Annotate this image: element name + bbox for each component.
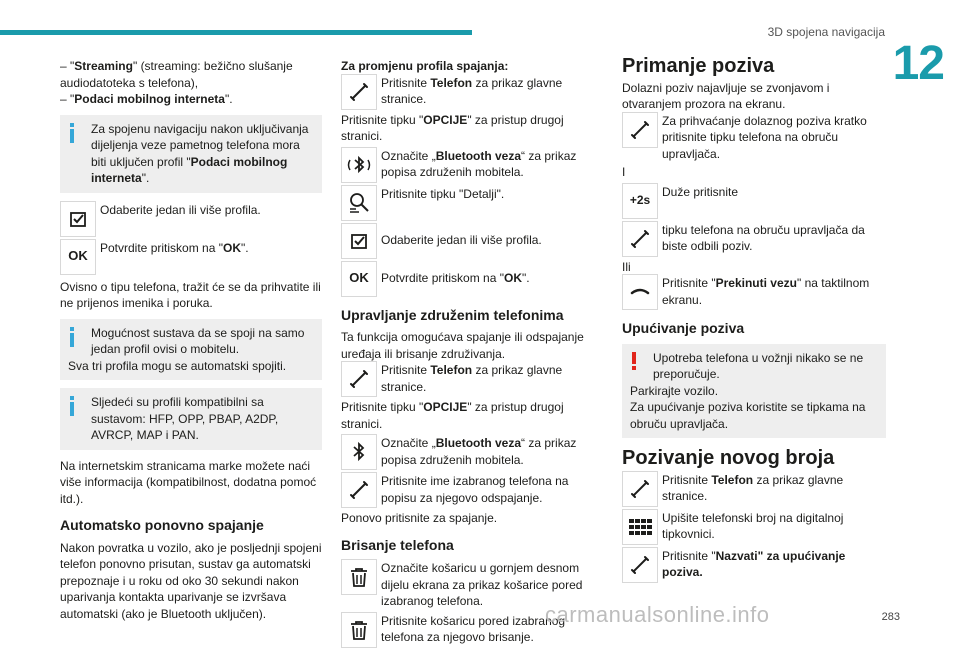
para-options-2: Pritisnite tipku "OPCIJE" za pristup drugoj stranici. bbox=[341, 400, 564, 431]
info-box-compatible-profiles: Sljedeći su profili kompatibilni sa sustavom: HFP, OPP, PBAP, A2DP, AVRCP, MAP i PAN. bbox=[60, 388, 322, 450]
step-press-telefon: Pritisnite Telefon za prikaz glavne stranice. bbox=[341, 74, 587, 110]
header-accent-bar bbox=[0, 30, 472, 35]
phone-handset-icon bbox=[622, 221, 658, 257]
column-left bbox=[60, 58, 322, 622]
checkbox-list-icon bbox=[341, 223, 377, 259]
step-press-telefon-3: Pritisnite Telefon za prikaz glavne stranice. bbox=[622, 471, 886, 507]
info-box-one-profile: Mogućnost sustava da se spoji na samo jedan profil ovisi o mobitelu. Sva tri profila mogu se automatski spojiti. bbox=[60, 319, 322, 381]
magnifier-details-icon bbox=[341, 185, 377, 221]
step-long-press: +2s Duže pritisnite bbox=[622, 183, 886, 219]
or-separator-2: Ili bbox=[622, 259, 631, 274]
info-icon bbox=[68, 327, 76, 347]
heading-make-call: Upućivanje poziva bbox=[622, 320, 745, 336]
page-number: 283 bbox=[881, 611, 900, 623]
ok-button-icon: OK bbox=[341, 261, 377, 297]
phone-handset-icon bbox=[622, 112, 658, 148]
step-hang-up: Pritisnite "Prekinuti vezu" na taktilnom ekranu. bbox=[622, 274, 886, 310]
ok-button-icon: OK bbox=[60, 239, 96, 275]
heading-change-profile: Za promjenu profila spajanja: bbox=[341, 59, 509, 73]
step-press-phone-name: Pritisnite ime izabranog telefona na popisu za njegovo odspajanje. bbox=[341, 472, 587, 508]
para-website-info: Na internetskim stranicama marke možete naći više informacija (kompatibilnost, dodatna pomoć itd.). bbox=[60, 458, 317, 506]
step-select-profiles: Odaberite jedan ili više profila. bbox=[60, 201, 322, 237]
or-separator: I bbox=[622, 165, 626, 179]
heading-dial-new-number: Pozivanje novog broja bbox=[622, 447, 835, 469]
section-title: 3D spojena navigacija bbox=[767, 25, 885, 39]
chapter-number: 12 bbox=[892, 37, 944, 90]
step-press-telefon-2: Pritisnite Telefon za prikaz glavne stranice. bbox=[341, 361, 587, 397]
step-select-profiles-2: Odaberite jedan ili više profila. bbox=[341, 223, 587, 259]
info-box-data-profile: Za spojenu navigaciju nakon uključivanja dijeljenja veze pametnog telefona mora biti uključen profil "Podaci mobilnog interneta". bbox=[60, 115, 322, 193]
para-options: Pritisnite tipku "OPCIJE" za pristup drugoj stranici. bbox=[341, 112, 564, 143]
heading-receive-call: Primanje poziva bbox=[622, 55, 775, 77]
phone-handset-icon bbox=[341, 361, 377, 397]
para-incoming-call: Dolazni poziv najavljuje se zvonjavom i otvaranjem prozora na ekranu. bbox=[622, 80, 830, 111]
watermark: carmanualsonline.info bbox=[545, 602, 770, 627]
step-confirm-ok-2: OK Potvrdite pritiskom na "OK". bbox=[341, 261, 587, 297]
step-bluetooth-connection-2: Označite „Bluetooth veza“ za prikaz popisa združenih mobitela. bbox=[341, 434, 587, 470]
bluetooth-icon bbox=[341, 434, 377, 470]
heading-auto-reconnect: Automatsko ponovno spajanje bbox=[60, 517, 264, 533]
para-reconnect: Ponovo pritisnite za spajanje. bbox=[341, 511, 498, 525]
step-enter-number: Upišite telefonski broj na digitalnoj tipkovnici. bbox=[622, 509, 886, 545]
step-details: Pritisnite tipku "Detalji". bbox=[341, 185, 587, 221]
phone-handset-icon bbox=[341, 74, 377, 110]
heading-delete-phone: Brisanje telefona bbox=[341, 536, 454, 553]
step-confirm-ok: OK Potvrdite pritiskom na "OK". bbox=[60, 239, 322, 275]
para-manage-paired: Ta funkcija omogućava spajanje ili odspajanje uređaja ili brisanje združivanja. bbox=[341, 330, 584, 361]
warning-box-phone-use: Upotreba telefona u vožnji nikako se ne preporučuje. Parkirajte vozilo. Za upućivanje poziva koristite se tipkama na obruču upravljača. bbox=[622, 344, 886, 439]
step-bluetooth-connection: Označite „Bluetooth veza“ za prikaz popisa združenih mobitela. bbox=[341, 147, 587, 183]
step-press-trash: Pritisnite košaricu pored izabranog telefona za njegovo brisanje. bbox=[341, 612, 587, 648]
trash-icon bbox=[341, 612, 377, 648]
column-middle bbox=[341, 58, 587, 650]
trash-icon bbox=[341, 559, 377, 595]
bluetooth-search-icon bbox=[341, 147, 377, 183]
para-phonebook-transfer: Ovisno o tipu telefona, tražit će se da prihvatite ili ne prijenos imenika i poruka. bbox=[60, 279, 321, 310]
keypad-icon bbox=[622, 509, 658, 545]
heading-manage-paired: Upravljanje združenim telefonima bbox=[341, 306, 564, 323]
phone-handset-icon bbox=[341, 472, 377, 508]
profile-streaming-item: – "Streaming" (streaming: bežično slušanje audiodatoteka s telefona), bbox=[60, 59, 293, 90]
warning-icon bbox=[630, 352, 638, 372]
step-mark-trash: Označite košaricu u gornjem desnom dijelu ekrana za prikaz košarice pored izabranog telefona. bbox=[341, 559, 587, 610]
column-right bbox=[622, 55, 886, 585]
phone-handset-icon bbox=[622, 471, 658, 507]
checkbox-list-icon bbox=[60, 201, 96, 237]
info-icon bbox=[68, 396, 76, 416]
phone-handset-icon bbox=[622, 547, 658, 583]
para-auto-reconnect: Nakon povratka u vozilo, ako je posljednji spojeni telefon ponovno prisutan, sustav ga automatski prepoznaje i u roku od oko 30 sekundi nakon uparivanja kontakta uparivanje se izvršava automatski (ako je Bluetooth uključen). bbox=[60, 540, 322, 621]
step-accept-call: Za prihvaćanje dolaznog poziva kratko pritisnite tipku telefona na obruču upravljača. bbox=[622, 112, 886, 163]
info-icon bbox=[68, 123, 76, 143]
long-press-2s-icon: +2s bbox=[622, 183, 658, 219]
step-reject-call: tipku telefona na obruču upravljača da biste odbili poziv. bbox=[622, 221, 886, 257]
hang-up-icon bbox=[622, 274, 658, 310]
step-press-call: Pritisnite "Nazvati" za upućivanje poziva. bbox=[622, 547, 886, 583]
profile-data-item: – "Podaci mobilnog interneta". bbox=[60, 92, 233, 106]
